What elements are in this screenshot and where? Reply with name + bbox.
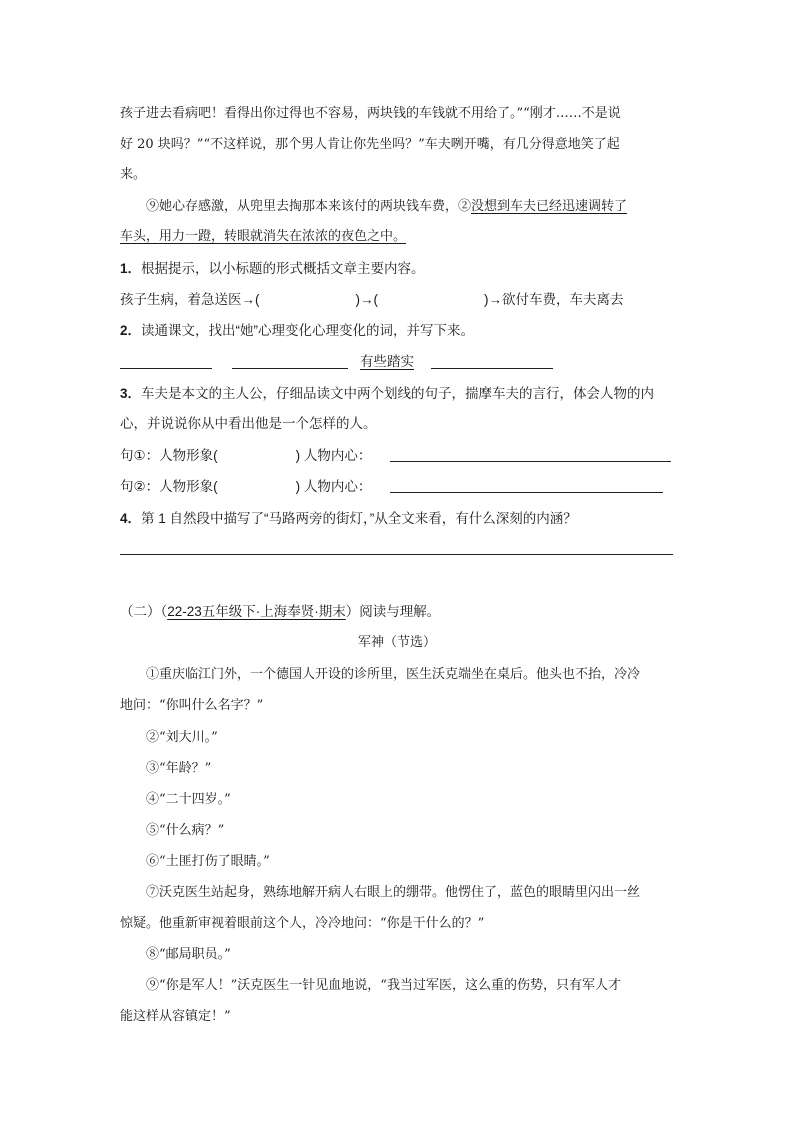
answer-prompt: 孩子生病，着急送医→( [120,292,260,307]
paragraph: ⑥“土匪打伤了眼睛。” [146,854,270,869]
answer-prompt: )→欲付车费，车夫离去 [484,292,624,307]
sentence-2-analysis [120,477,371,497]
paragraph: ②“刘大川。” [146,730,218,745]
question-text: 读通课文，找出“她”心理变化心理变化的词，并写下来。 [141,323,475,338]
answer-prompt: ) 人物内心： [295,479,372,494]
answer-prompt: )→( [355,292,378,307]
passage-line: 来。 [120,167,147,182]
answer-prompt: 句①：人物形象( [120,448,218,463]
paragraph: 地问：“你叫什么名字？” [120,698,264,713]
passage-line: 孩子进去看病吧！看得出你过得也不容易，两块钱的车钱就不用给了。”“刚才……不是说 [120,106,621,121]
underlined-sentence-2-cont: 车头，用力一蹬，转眼就消失在浓浓的夜色之中。 [120,229,407,244]
underlined-sentence-2: 没想到车夫已经迅速调转了 [471,199,628,214]
section-heading [120,602,440,622]
question-4 [120,509,577,529]
answer-line-q4[interactable] [120,554,673,555]
heading-text: ）阅读与理解。 [345,604,441,619]
passage-text: ⑨她心存感激，从兜里去掏那本来该付的两块钱车费，② [146,199,472,214]
paragraph: ⑧“邮局职员。” [146,947,231,962]
article-title: 军神（节选） [357,635,436,650]
question-text: 根据提示，以小标题的形式概括文章主要内容。 [141,261,425,276]
paragraph: 惊疑。他重新审视着眼前这个人，冷冷地问：“你是干什么的？” [120,916,485,931]
paragraph: ④“二十四岁。” [146,792,231,807]
question-3 [120,384,654,404]
question-text: 第 1 自然段中描写了“马路两旁的街灯，”从全文来看，有什么深刻的内涵？ [141,511,577,526]
answer-blank-line[interactable] [431,368,553,369]
sentence-1-analysis [120,446,371,466]
question-2 [120,321,474,341]
question-number: 2． [120,323,142,338]
heading-text: （二）（ [120,604,168,619]
paragraph: 能这样从容镇定！” [120,1009,231,1024]
paragraph: ⑨“你是军人！”沃克医生一针见血地说，“我当过军医，这么重的伤势，只有军人才 [146,978,621,993]
passage-line [146,197,627,217]
answer-prompt: ) 人物内心： [295,448,372,463]
paragraph: ③“年龄？” [146,761,212,776]
answer-prompt: 句②：人物形象( [120,479,218,494]
source-label: 22-23五年级下·上海奉贤·期末 [167,604,346,619]
paragraph: ①重庆临江门外，一个德国人开设的诊所里，医生沃克端坐在桌后。他头也不抬，冷冷 [146,667,641,682]
inner-feeling-line-2[interactable] [390,492,663,493]
paragraph: ⑤“什么病？” [146,823,225,838]
passage-line: 好 20 块吗？”“不这样说，那个男人肯让你先坐吗？”车夫咧开嘴，有几分得意地笑了起 [120,137,620,152]
question-number: 4． [120,511,142,526]
question-number: 3． [120,386,142,401]
inner-feeling-line-1[interactable] [390,461,671,462]
filled-answer: 有些踏实 [360,354,414,369]
question-1-answer-row [120,290,624,310]
question-number: 1． [120,261,142,276]
answer-blank-line[interactable] [120,368,212,369]
question-1 [120,259,425,279]
answer-blank-line[interactable] [232,368,348,369]
question-text: 车夫是本文的主人公，仔细品读文中两个划线的句子，揣摩车夫的言行，体会人物的内 [141,386,655,401]
question-3-cont: 心，并说说你从中看出他是一个怎样的人。 [120,416,377,431]
paragraph: ⑦沃克医生站起身，熟练地解开病人右眼上的绷带。他愣住了，蓝色的眼睛里闪出一丝 [146,885,641,900]
